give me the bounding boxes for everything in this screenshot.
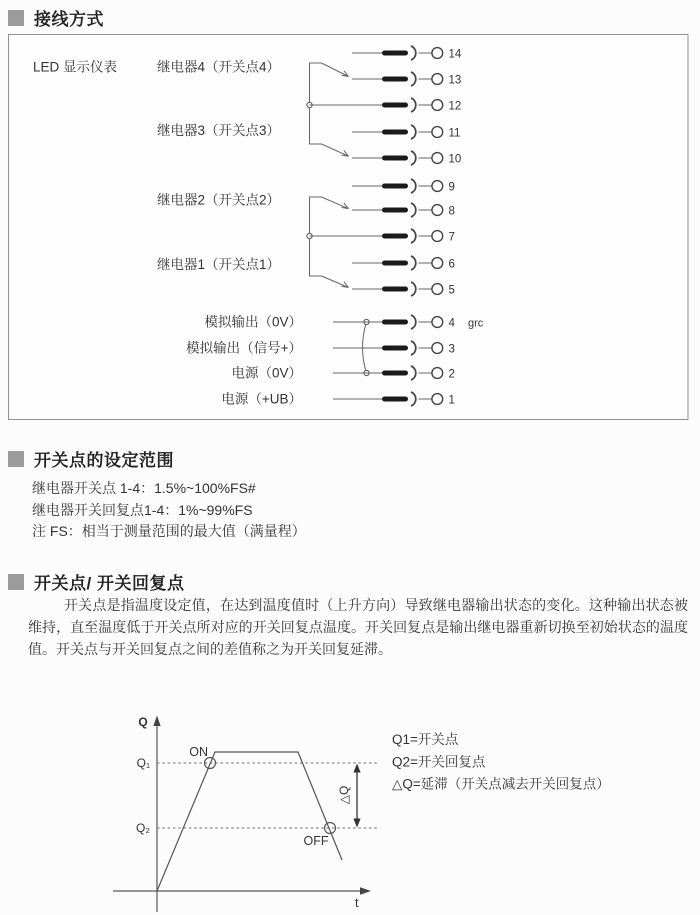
chart-legend (392, 731, 610, 792)
range-line: 继电器开关点 1-4：1.5%~100%FS# (32, 480, 256, 496)
range-line: 注 FS：相当于测量范围的最大值（满量程） (32, 523, 306, 539)
terminal-number: 2 (448, 368, 455, 381)
legend-q2: Q2=开关回复点 (392, 754, 486, 770)
switch-point-paragraph: 开关点是指温度设定值，在达到温度值时（上升方向）导致继电器输出状态的变化。这种输出状态被维持，直至温度低于开关点所对应的开关回复点温度。开关回复点是输出继电器重新切换至初始状态的温度值。开关点与开关回复点之间的差值称之为开关回复延滞。 (28, 597, 688, 657)
section-heading-switch-point (8, 569, 184, 594)
temperature-curve (157, 752, 342, 891)
analog-signal-label: 模拟输出（信号+） (186, 340, 302, 356)
delta-q-label: △Q (337, 785, 351, 805)
terminal-number: 6 (448, 258, 455, 271)
section-heading-setting-range (8, 446, 174, 471)
terminal-number: 14 (448, 48, 462, 61)
terminal-number: 1 (448, 394, 455, 407)
on-label: ON (189, 745, 208, 759)
section-title: 接线方式 (34, 10, 104, 29)
relay2-label: 继电器2（开关点2） (157, 192, 281, 208)
section-heading-wiring (8, 5, 104, 30)
terminal-number: 5 (448, 284, 455, 297)
analog-0v-label: 模拟输出（0V） (204, 314, 302, 330)
terminal-number: 12 (448, 100, 462, 113)
hysteresis-chart (110, 705, 700, 915)
relay4-label: 继电器4（开关点4） (157, 59, 281, 75)
x-axis-label: t (355, 896, 359, 910)
terminal-number: 4 (448, 317, 455, 330)
terminal-number: 13 (448, 74, 462, 87)
section-title: 开关点的设定范围 (34, 451, 174, 470)
legend-q1: Q1=开关点 (392, 732, 459, 747)
q1-tick-label: Q₁ (136, 756, 150, 770)
setting-range-text (32, 478, 306, 543)
square-bullet-icon (8, 451, 24, 467)
terminal-number: 3 (448, 343, 455, 356)
terminal-number: 7 (448, 231, 455, 244)
terminal-number: 10 (448, 153, 462, 166)
device-label: LED 显示仪表 (33, 59, 118, 75)
power-ub-label: 电源（+UB） (221, 391, 302, 407)
terminal-number: 9 (448, 181, 455, 194)
relay1-label: 继电器1（开关点1） (157, 257, 281, 272)
legend-delta-q: △Q=延滞（开关点减去开关回复点） (392, 776, 610, 792)
wiring-diagram (8, 34, 689, 420)
square-bullet-icon (8, 10, 24, 26)
range-line: 继电器开关回复点1-4：1%~99%FS (32, 501, 253, 518)
y-axis-label: Q (138, 715, 148, 729)
terminal-number: 11 (448, 127, 461, 140)
square-bullet-icon (8, 574, 24, 590)
off-label: OFF (303, 834, 329, 848)
diagram-border (9, 35, 689, 420)
relay3-label: 继电器3（开关点3） (157, 123, 281, 138)
chart-axes (113, 715, 371, 912)
terminal-number: 8 (448, 205, 455, 218)
delta-q-arrow (337, 764, 361, 828)
section-title: 开关点/ 开关回复点 (34, 574, 185, 593)
q2-tick-label: Q₂ (136, 821, 150, 835)
power-0v-label: 电源（0V） (231, 365, 302, 381)
grc-annotation: grc (468, 317, 484, 330)
